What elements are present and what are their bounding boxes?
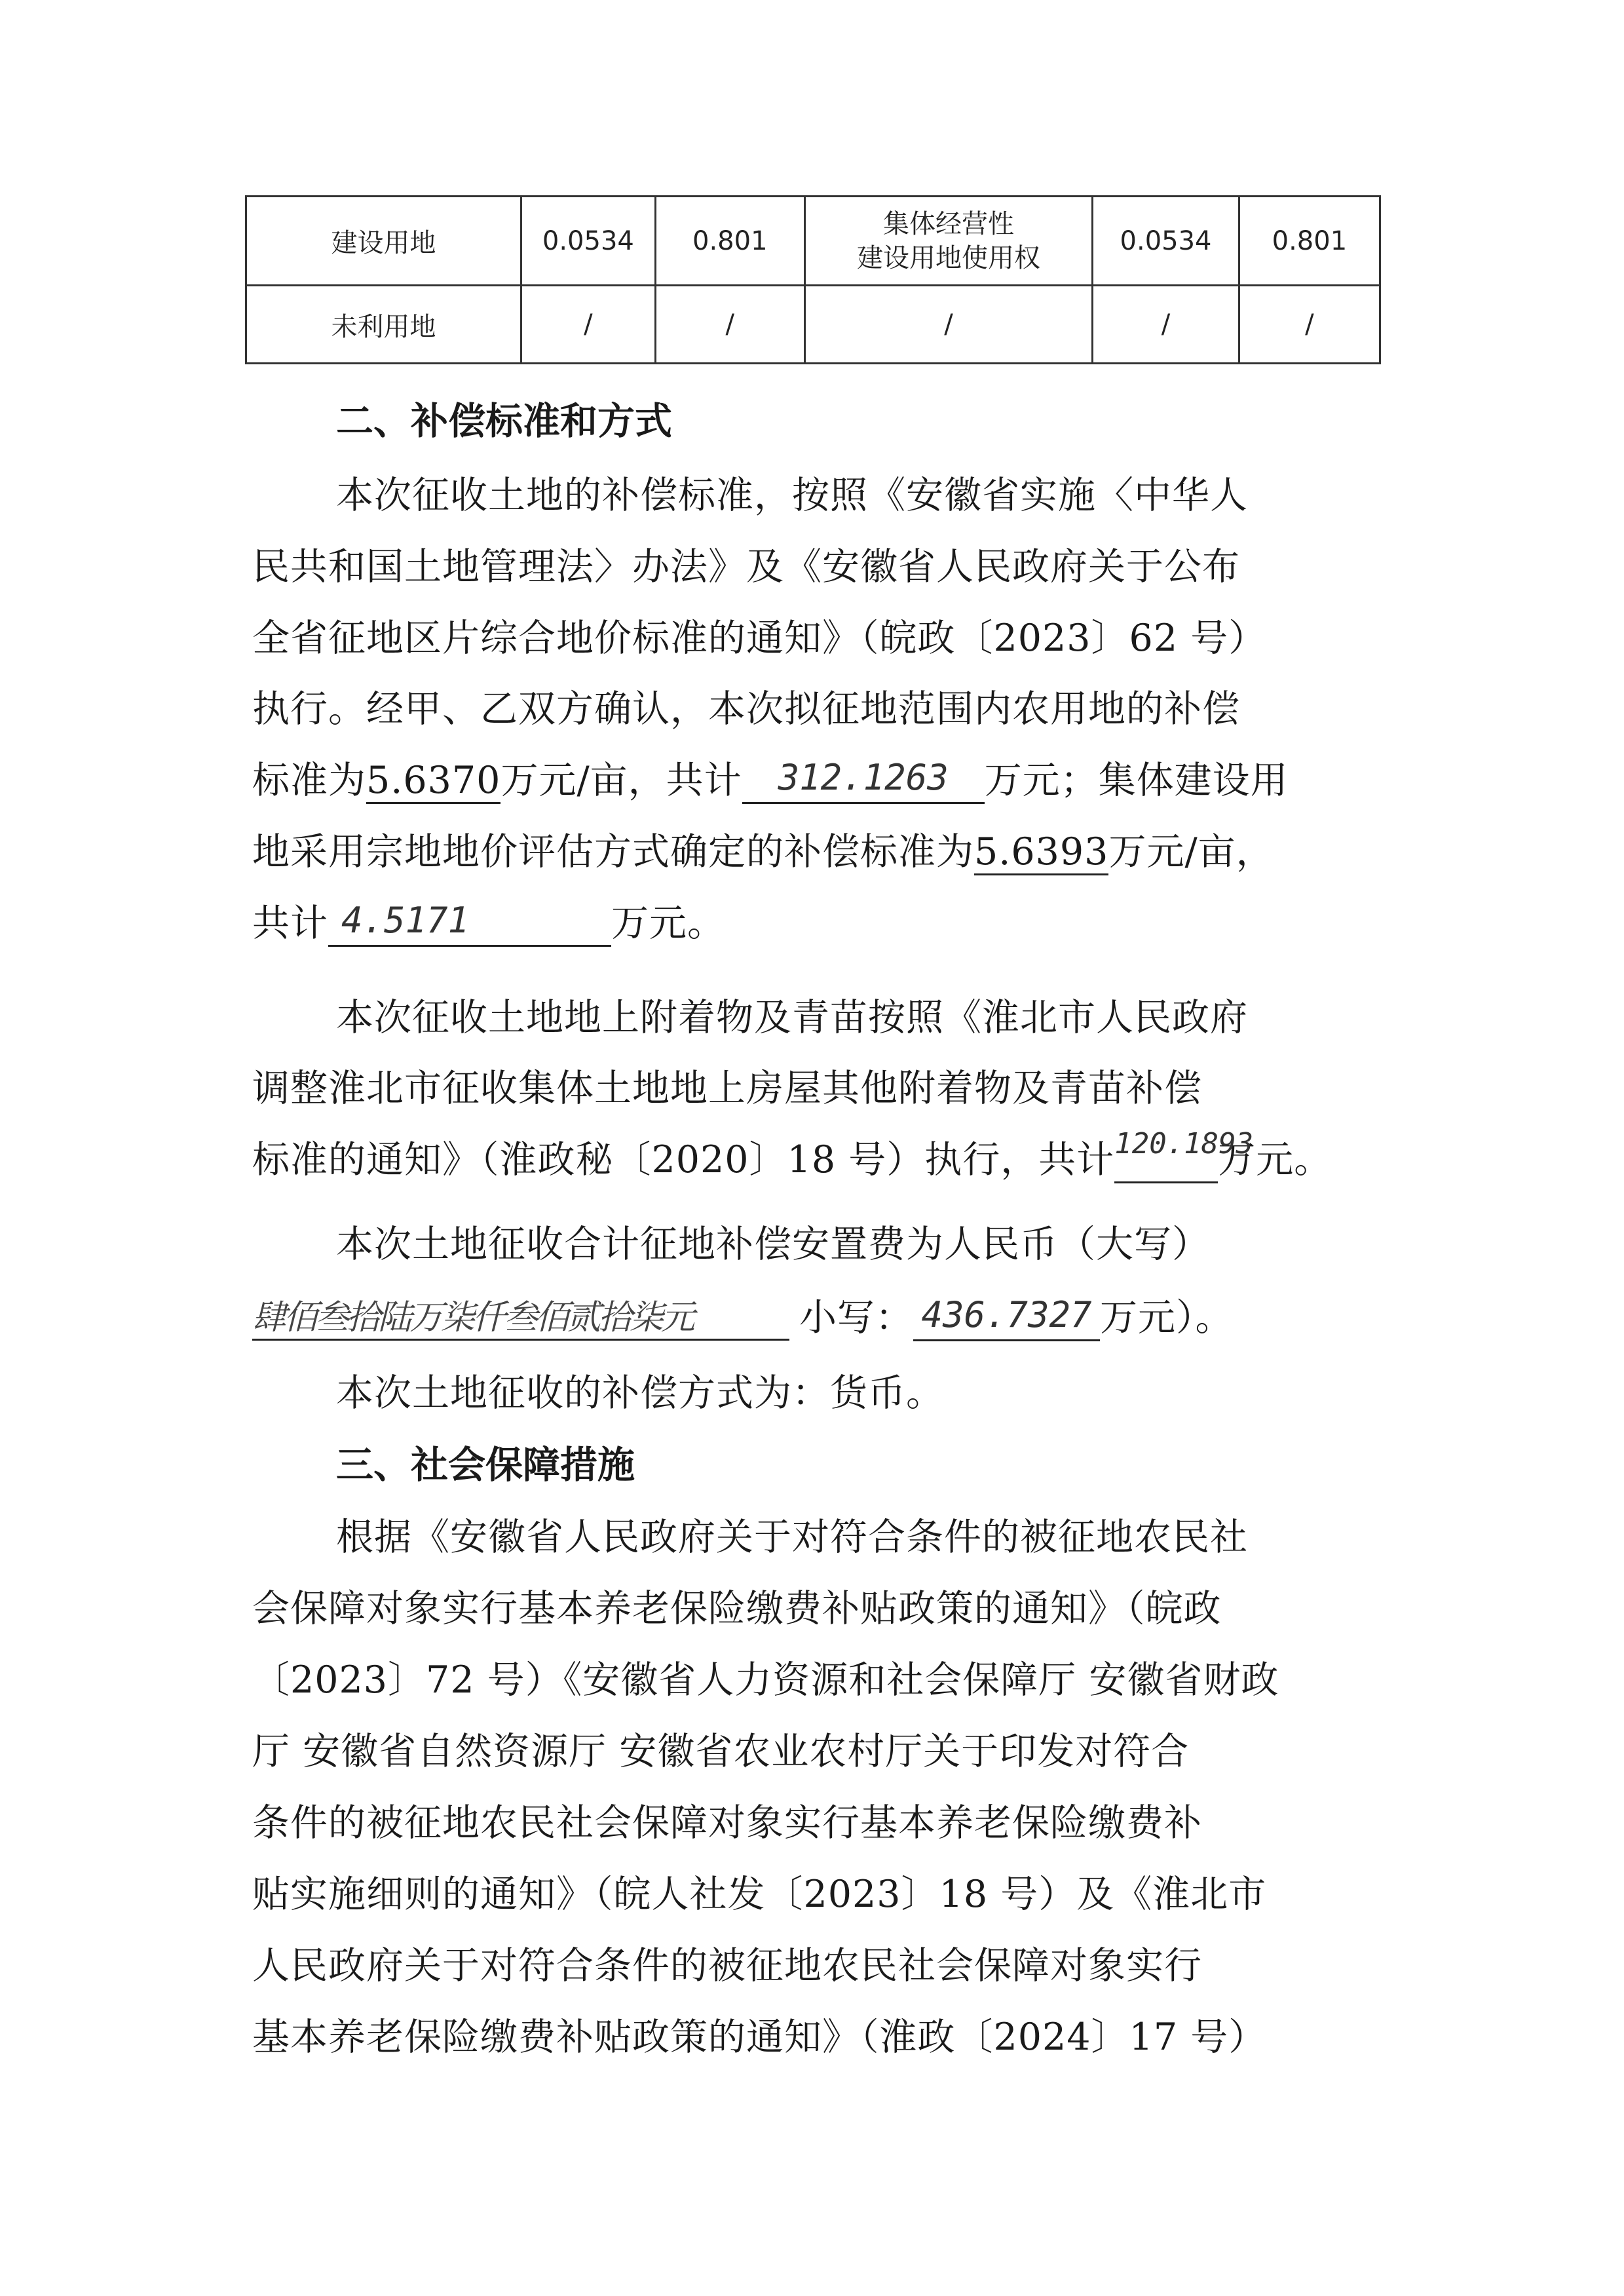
paragraph-line: 执行。经甲、乙双方确认，本次拟征地范围内农用地的补偿: [252, 687, 1240, 731]
paragraph-line: 民共和国土地管理法〉办法》及《安徽省人民政府关于公布: [252, 545, 1240, 588]
paragraph-line: [252, 1127, 1386, 1183]
table-row: [246, 197, 1380, 286]
paragraph-line: [799, 1288, 1389, 1341]
paragraph-line: 〔2023〕72 号）《安徽省人力资源和社会保障厅 安徽省财政: [252, 1658, 1279, 1702]
paragraph-line: 根据《安徽省人民政府关于对符合条件的被征地农民社: [336, 1516, 1248, 1559]
std1-value: 5.6370: [366, 759, 500, 804]
text: 标准的通知》（淮政秘〔2020〕18 号）执行，共计: [252, 1138, 1115, 1181]
paragraph-line: 厅 安徽省自然资源厅 安徽省农业农村厅关于印发对符合: [252, 1730, 1190, 1773]
table-cell: 0.801: [655, 197, 804, 286]
table-cell: 0.0534: [1093, 197, 1239, 286]
land-area-table: [245, 195, 1381, 364]
table-cell: [804, 197, 1093, 286]
paragraph-line: 调整淮北市征收集体土地地上房屋其他附着物及青苗补偿: [252, 1067, 1202, 1110]
text: 地采用宗地地价评估方式确定的补偿标准为: [252, 830, 974, 873]
text: 共计: [252, 902, 328, 945]
paragraph-line: 本次征收土地的补偿标准，按照《安徽省实施〈中华人: [336, 474, 1248, 517]
table-cell: /: [804, 286, 1093, 364]
section2-heading: 二、补偿标准和方式: [336, 400, 672, 443]
text: 万元。: [611, 902, 725, 945]
table-cell: 0.0534: [521, 197, 655, 286]
paragraph-line: 全省征地区片综合地价标准的通知》（皖政〔2023〕62 号）: [252, 617, 1267, 660]
cell-line: 集体经营性: [883, 208, 1014, 239]
table-cell: /: [521, 286, 655, 364]
text: 万元；集体建设用: [984, 759, 1289, 802]
paragraph-line: 会保障对象实行基本养老保险缴费补贴政策的通知》（皖政: [252, 1587, 1222, 1630]
text: 万元）。: [1100, 1296, 1234, 1339]
text: 小写：: [799, 1296, 913, 1339]
paragraph-line: 条件的被征地农民社会保障对象实行基本养老保险缴费补: [252, 1801, 1202, 1845]
paragraph-line: [252, 893, 1386, 947]
paragraph-line: 本次征收土地地上附着物及青苗按照《淮北市人民政府: [336, 996, 1248, 1039]
std2-value: 5.6393: [974, 830, 1108, 875]
table-cell: /: [655, 286, 804, 364]
paragraph-line: 贴实施细则的通知》（皖人社发〔2023〕18 号）及《淮北市: [252, 1873, 1267, 1916]
table-cell: /: [1093, 286, 1239, 364]
cell-line: 建设用地使用权: [857, 242, 1040, 273]
total1-blank: [742, 759, 985, 804]
total3-blank: [1114, 1127, 1254, 1183]
paragraph-line: 本次土地征收合计征地补偿安置费为人民币（大写）: [336, 1223, 1210, 1266]
section3-heading: 三、社会保障措施: [336, 1444, 635, 1487]
handwritten-total3: 120.1893: [1114, 1127, 1254, 1160]
paragraph-line: 基本养老保险缴费补贴政策的通知》（淮政〔2024〕17 号）: [252, 2016, 1267, 2059]
text: 标准为: [252, 759, 366, 802]
total2-blank: [328, 902, 611, 947]
paragraph-line: 本次土地征收的补偿方式为：货币。: [336, 1371, 944, 1415]
text: 万元/亩，: [1108, 830, 1274, 873]
table-row: [246, 286, 1380, 364]
table-cell: 建设用地: [246, 197, 521, 286]
text: 万元/亩，共计: [500, 759, 742, 802]
handwritten-amount-lower: 436.7327: [921, 1294, 1092, 1335]
table-cell: /: [1239, 286, 1380, 364]
paragraph-line: [252, 822, 1386, 875]
paragraph-line: 人民政府关于对符合条件的被征地农民社会保障对象实行: [252, 1944, 1202, 1987]
handwritten-total1: 312.1263: [778, 757, 949, 798]
text: 万元。: [1218, 1138, 1332, 1181]
handwritten-amount-upper: 肆佰叁拾陆万柒仟叁佰贰拾柒元: [252, 1290, 789, 1341]
paragraph-line: [252, 750, 1386, 804]
table-cell: 未利用地: [246, 286, 521, 364]
table-cell: 0.801: [1239, 197, 1380, 286]
amount-lower-blank: [913, 1296, 1100, 1341]
handwritten-total2: 4.5171: [341, 900, 470, 941]
